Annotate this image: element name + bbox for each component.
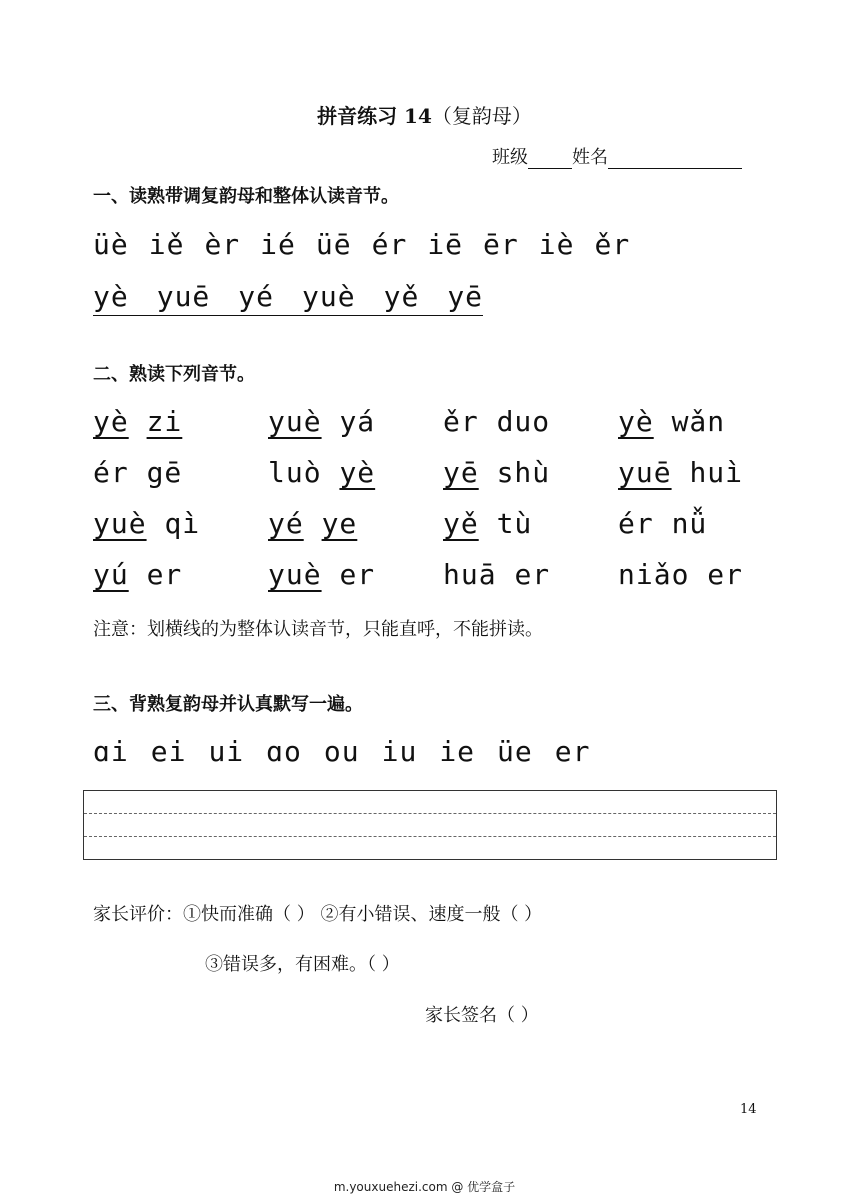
section1-row1 bbox=[93, 228, 650, 261]
class-name-field bbox=[492, 143, 742, 169]
writing-box[interactable] bbox=[83, 790, 777, 860]
syllable: yá bbox=[339, 405, 376, 438]
word-cell bbox=[93, 507, 268, 540]
grid-row bbox=[93, 456, 793, 507]
syllable: yé bbox=[238, 280, 275, 313]
eval-line2: ③错误多，有困难。（ ） bbox=[205, 954, 400, 975]
title-main: 拼音练习 14 bbox=[317, 104, 432, 128]
word-cell bbox=[618, 456, 793, 489]
word-cell bbox=[93, 456, 268, 489]
syllable: ér bbox=[93, 456, 129, 489]
syllable: yuē bbox=[618, 456, 672, 489]
syllable: yuē bbox=[156, 280, 211, 313]
grid-row bbox=[93, 558, 793, 609]
word-cell bbox=[443, 405, 618, 438]
vowel: iu bbox=[381, 735, 418, 768]
syllable: ér bbox=[618, 507, 654, 540]
syllable: qì bbox=[164, 507, 201, 540]
word-cell bbox=[93, 405, 268, 438]
syllable: luò bbox=[268, 456, 322, 489]
syllable: yuè bbox=[302, 280, 356, 313]
note-text: 注意：划横线的为整体认读音节，只能直呼，不能拼读。 bbox=[93, 619, 543, 640]
word-cell bbox=[268, 456, 443, 489]
grid-row bbox=[93, 507, 793, 558]
vowel: ui bbox=[208, 735, 245, 768]
syllable: yuè bbox=[93, 507, 147, 540]
vowel: er bbox=[554, 735, 591, 768]
syllable: er bbox=[707, 558, 744, 591]
word-cell bbox=[268, 405, 443, 438]
page-number: 14 bbox=[740, 1102, 757, 1117]
syllable: ér bbox=[371, 228, 408, 261]
parent-signature: 家长签名（ ） bbox=[425, 1005, 539, 1026]
word-cell bbox=[618, 405, 793, 438]
eval-line1: 家长评价：①快而准确（ ） ②有小错误、速度一般（ ） bbox=[93, 904, 543, 925]
section3-heading: 三、背熟复韵母并认真默写一遍。 bbox=[93, 694, 363, 715]
syllable: èr bbox=[204, 228, 241, 261]
syllable: yě bbox=[383, 280, 420, 313]
vowel: ei bbox=[150, 735, 187, 768]
class-blank[interactable] bbox=[528, 148, 572, 169]
syllable: ye bbox=[321, 507, 358, 540]
word-cell bbox=[443, 456, 618, 489]
syllable: ēr bbox=[483, 228, 519, 261]
syllable: nǚ bbox=[671, 507, 708, 540]
syllable: niǎo bbox=[618, 558, 690, 591]
syllable: shù bbox=[496, 456, 551, 489]
vowel: üe bbox=[497, 735, 533, 768]
word-cell bbox=[618, 558, 793, 591]
syllable: er bbox=[146, 558, 183, 591]
vowel: ɑo bbox=[266, 735, 302, 768]
syllable: yē bbox=[443, 456, 479, 489]
title-sub: （复韵母） bbox=[431, 104, 532, 128]
syllable: yú bbox=[93, 558, 129, 591]
class-label: 班级 bbox=[492, 147, 528, 168]
word-cell bbox=[443, 507, 618, 540]
section1-heading: 一、读熟带调复韵母和整体认读音节。 bbox=[93, 186, 399, 207]
syllable: wǎn bbox=[671, 405, 726, 438]
syllable: üè bbox=[93, 228, 129, 261]
syllable: duo bbox=[496, 405, 551, 438]
syllable: ěr bbox=[443, 405, 479, 438]
syllable: yè bbox=[339, 456, 376, 489]
syllable: iē bbox=[427, 228, 464, 261]
syllable: üē bbox=[315, 228, 352, 261]
dashed-guide-line bbox=[84, 813, 776, 814]
word-cell bbox=[268, 558, 443, 591]
syllable: iě bbox=[148, 228, 185, 261]
section2-heading: 二、熟读下列音节。 bbox=[93, 364, 255, 385]
word-cell bbox=[443, 558, 618, 591]
dashed-guide-line bbox=[84, 836, 776, 837]
syllable: huì bbox=[689, 456, 744, 489]
word-cell bbox=[618, 507, 793, 540]
vowel: ou bbox=[323, 735, 360, 768]
syllable: yē bbox=[447, 280, 484, 313]
section1-row2 bbox=[93, 280, 483, 316]
page-title bbox=[0, 100, 849, 129]
syllable: yè bbox=[618, 405, 654, 438]
syllable: ěr bbox=[594, 228, 631, 261]
name-label: 姓名 bbox=[572, 147, 608, 168]
syllable: yě bbox=[443, 507, 479, 540]
grid-row bbox=[93, 405, 793, 456]
syllable: gē bbox=[146, 456, 183, 489]
word-cell bbox=[93, 558, 268, 591]
syllable: er bbox=[339, 558, 376, 591]
syllable: ié bbox=[260, 228, 296, 261]
syllable: yè bbox=[93, 405, 129, 438]
syllable: iè bbox=[538, 228, 575, 261]
vowel: ie bbox=[439, 735, 476, 768]
name-blank[interactable] bbox=[608, 148, 742, 169]
word-cell bbox=[268, 507, 443, 540]
syllable: tù bbox=[496, 507, 533, 540]
syllable: yuè bbox=[268, 405, 322, 438]
syllable: zi bbox=[146, 405, 183, 438]
syllable-grid bbox=[93, 405, 793, 609]
syllable: huā bbox=[443, 558, 497, 591]
vowel: ɑi bbox=[93, 735, 129, 768]
vowel-row bbox=[93, 735, 612, 768]
footer-watermark: m.youxuehezi.com @ 优学盒子 bbox=[333, 1180, 516, 1194]
syllable: yé bbox=[268, 507, 304, 540]
syllable: yè bbox=[93, 280, 129, 313]
syllable: yuè bbox=[268, 558, 322, 591]
syllable: er bbox=[514, 558, 551, 591]
